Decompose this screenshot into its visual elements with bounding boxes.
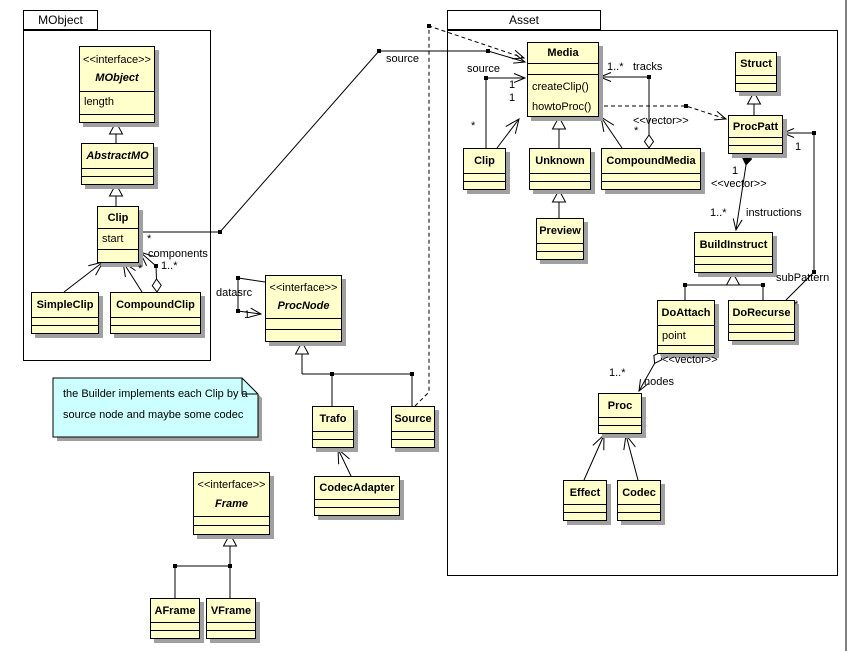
class-attributes-compartment [111, 317, 200, 325]
class-title [658, 301, 714, 325]
edge-label: 1 [509, 92, 516, 104]
arrowhead-triangle [296, 342, 309, 354]
class-name: Clip [107, 211, 129, 224]
edge-label: source [467, 63, 501, 75]
class-name: ProcPatt [732, 120, 779, 133]
class-title [266, 276, 341, 318]
class-name: SimpleClip [36, 299, 94, 311]
edge-label: 1 [509, 79, 516, 91]
edge-junction-dot [761, 283, 765, 287]
note-line: source node and maybe some codec [63, 409, 244, 421]
edge-label: * [138, 263, 143, 275]
edge-junction-dot [812, 131, 816, 135]
edge-gen-abstractmo-mobject[interactable] [110, 122, 123, 143]
class-title [315, 477, 399, 499]
edge-gen-clipasset-media[interactable] [497, 119, 519, 148]
class-title [537, 219, 583, 243]
arrowhead-triangle [727, 273, 740, 285]
edge-junction-dot [484, 76, 488, 80]
class-title [729, 301, 794, 324]
edge-gen-codecadapter-trafo[interactable] [338, 449, 351, 476]
class-title [618, 481, 660, 504]
note-line: the Builder implements each Clip by a [63, 388, 248, 400]
edge-label: * [471, 120, 476, 132]
class-methods-compartment [194, 525, 269, 534]
class-box-abstractmo[interactable] [81, 143, 154, 185]
class-attributes-compartment [266, 318, 341, 329]
arrowhead-triangle [553, 190, 566, 202]
class-box-compoundmedia[interactable] [601, 148, 701, 190]
class-attributes-compartment [207, 622, 255, 630]
class-box-clip-asset[interactable] [463, 148, 506, 190]
class-methods-compartment [602, 181, 700, 189]
class-methods-compartment [313, 439, 353, 447]
class-attributes-compartment [313, 431, 353, 439]
edge-label: 1..* [607, 61, 624, 73]
class-methods-compartment [618, 512, 660, 520]
class-name: Media [547, 47, 579, 59]
class-box-buildinstruct[interactable] [694, 232, 773, 273]
class-attributes-compartment [82, 168, 153, 176]
edge-line [64, 262, 103, 292]
class-methods-compartment [98, 249, 138, 262]
class-title [599, 394, 641, 417]
class-box-proc[interactable] [598, 393, 642, 434]
edge-gen-unknown-media[interactable] [553, 117, 566, 148]
edge-junction-dot [427, 24, 431, 28]
class-methods-compartment [80, 114, 154, 122]
class-box-dorecurse[interactable] [728, 300, 795, 341]
edge-label: datasrc [216, 287, 253, 299]
edge-label: subPattern [776, 272, 830, 284]
class-attributes-compartment [729, 324, 794, 332]
class-methods-compartment [207, 630, 255, 638]
class-title [111, 293, 200, 317]
aggregation-diamond [645, 135, 654, 148]
class-methods-compartment [151, 630, 199, 638]
class-attributes-compartment [537, 243, 583, 251]
class-box-unknown[interactable] [529, 148, 591, 190]
class-attributes-compartment [464, 173, 505, 181]
class-box-codecadapter[interactable] [314, 476, 400, 516]
class-name: Source [394, 413, 432, 425]
class-attributes-compartment [602, 173, 700, 181]
edge-gen-compoundmedia-media[interactable] [601, 117, 622, 148]
class-box-effect[interactable] [563, 480, 607, 521]
class-title [32, 293, 98, 317]
class-title [602, 149, 700, 173]
edge-junction-dot [218, 230, 222, 234]
class-name: DoAttach [661, 307, 711, 319]
edge-label: * [634, 125, 639, 137]
class-name: BuildInstruct [699, 238, 768, 251]
class-box-clip-mobject[interactable] [97, 206, 139, 263]
class-name: MObject [95, 72, 139, 85]
class-name: Codec [622, 486, 656, 499]
class-stereotype: <<interface>> [197, 479, 266, 492]
class-box-procpatt[interactable] [728, 115, 783, 154]
edge-label: <<vector>> [662, 354, 718, 366]
class-name: AFrame [154, 604, 196, 617]
class-attributes-compartment [151, 622, 199, 630]
edge-junction-dot [486, 49, 490, 53]
class-stereotype: <<interface>> [269, 282, 338, 294]
class-box-struct[interactable] [735, 52, 777, 92]
class-title [82, 144, 153, 168]
class-attributes-compartment [618, 504, 660, 512]
class-title [151, 599, 199, 622]
edge-label: <<vector>> [711, 178, 767, 190]
class-name: CompoundClip [116, 299, 195, 311]
class-name: CompoundMedia [606, 155, 696, 167]
class-box-mobject-interface[interactable] [79, 46, 155, 123]
edge-line [338, 449, 351, 476]
edge-junction-dot [236, 309, 240, 313]
class-name: ProcNode [277, 300, 330, 312]
class-attributes-compartment [695, 256, 772, 264]
edge-line [584, 435, 604, 480]
class-attribute: start [102, 233, 124, 245]
class-box-procnode-interface[interactable] [265, 275, 342, 342]
class-methods-compartment [315, 507, 399, 515]
class-title [530, 149, 590, 173]
class-attributes-compartment [80, 91, 154, 114]
edge-label: 1..* [609, 367, 626, 379]
class-methods-compartment [82, 176, 153, 184]
class-attributes-compartment [736, 75, 776, 83]
class-title [464, 149, 505, 173]
class-attributes-compartment [729, 137, 782, 145]
edge-junction-dot [154, 264, 158, 268]
arrowhead-triangle [553, 117, 566, 129]
class-name: VFrame [210, 604, 252, 617]
class-box-vframe[interactable] [206, 598, 256, 639]
class-attributes-compartment [530, 173, 590, 181]
class-title [80, 47, 154, 91]
package-name: Asset [508, 13, 539, 27]
arrowhead-triangle [110, 184, 123, 196]
arrowhead-triangle [110, 122, 123, 134]
edge-junction-dot [173, 564, 177, 568]
edge-gen-simpleclip-clip[interactable] [64, 262, 103, 292]
class-method: createClip() [532, 81, 589, 93]
class-methods-compartment [729, 332, 794, 340]
class-title [736, 53, 776, 75]
class-box-doattach[interactable] [657, 300, 715, 354]
class-name: Effect [569, 486, 601, 499]
edge-aggr-compoundmedia-tracks-media[interactable] [600, 73, 654, 149]
class-box-media[interactable] [527, 42, 599, 117]
class-methods-compartment [564, 512, 606, 520]
class-stereotype: <<interface>> [83, 53, 151, 66]
class-methods-compartment [528, 74, 598, 116]
edge-label: * [147, 233, 152, 245]
edge-junction-dot [684, 104, 688, 108]
class-title [528, 43, 598, 63]
class-name: Trafo [319, 413, 347, 425]
class-methods-compartment [464, 181, 505, 189]
class-box-trafo[interactable] [312, 406, 354, 448]
class-box-codec[interactable] [617, 480, 661, 521]
class-box-simpleclip[interactable] [31, 292, 99, 334]
class-box-source[interactable] [391, 406, 435, 448]
arrowhead-triangle [748, 92, 761, 104]
class-attribute: point [662, 330, 686, 342]
class-box-preview[interactable] [536, 218, 584, 260]
edge-label: * [794, 299, 799, 311]
edge-label: 1 [244, 309, 251, 321]
edge-junction-dot [647, 75, 651, 79]
class-name: Frame [214, 497, 249, 510]
class-name: Clip [474, 155, 495, 167]
class-title [695, 233, 772, 256]
class-methods-compartment [729, 145, 782, 153]
edge-label: <<vector>> [633, 115, 689, 127]
edge-label: 1 [732, 165, 739, 177]
class-name: AbstractMO [86, 150, 149, 162]
arrowhead-triangle [224, 534, 237, 546]
class-methods-compartment [695, 264, 772, 272]
edge-junction-dot [228, 564, 232, 568]
edge-line [415, 26, 524, 406]
edge-gen-clip-abstractmo[interactable] [110, 184, 123, 206]
class-methods-compartment [111, 325, 200, 333]
edge-gen-preview-unknown[interactable] [553, 190, 566, 218]
edge-gen-frame-stem[interactable] [224, 534, 237, 566]
class-attributes-compartment [564, 504, 606, 512]
edge-label: source [386, 53, 420, 65]
edge-label: 1..* [161, 260, 178, 272]
edge-line [626, 435, 638, 480]
edge-gen-procnode-stem[interactable] [296, 342, 309, 374]
aggregation-diamond [152, 279, 161, 292]
edge-gen-procpatt-struct[interactable] [748, 92, 761, 115]
class-attributes-compartment [98, 228, 138, 249]
class-title [207, 599, 255, 622]
class-methods-compartment [658, 345, 714, 353]
class-name: Proc [607, 399, 633, 412]
edge-label: tracks [633, 61, 663, 73]
class-attributes-compartment [392, 431, 434, 439]
class-box-frame-interface[interactable] [193, 472, 270, 535]
edge-junction-dot [683, 283, 687, 287]
edge-junction-dot [236, 276, 240, 280]
class-methods-compartment [530, 181, 590, 189]
edge-gen-effect-proc[interactable] [584, 435, 604, 480]
edge-junction-dot [330, 372, 334, 376]
class-methods-compartment [537, 251, 583, 259]
class-box-aframe[interactable] [150, 598, 200, 639]
class-name: DoRecurse [732, 306, 791, 319]
edge-label: components [148, 248, 208, 260]
class-attributes-compartment [315, 499, 399, 507]
class-title [392, 407, 434, 431]
edge-gen-buildinstruct-stem[interactable] [727, 273, 740, 285]
edge-line [137, 51, 525, 232]
class-name: Unknown [535, 155, 585, 167]
class-attributes-compartment [599, 417, 641, 425]
note-text [63, 384, 248, 426]
class-attributes-compartment [194, 516, 269, 525]
class-title [98, 207, 138, 228]
edge-label: 1..* [710, 207, 727, 219]
package-name: MObject [38, 13, 83, 27]
class-title [313, 407, 353, 431]
class-title [564, 481, 606, 504]
class-attributes-compartment [528, 63, 598, 74]
edge-dep-source-media[interactable] [415, 26, 524, 406]
edge-assoc-clip-source-media[interactable] [137, 51, 525, 232]
class-methods-compartment [599, 425, 641, 433]
class-methods-compartment [736, 83, 776, 91]
class-attribute: length [84, 96, 114, 108]
edge-junction-dot [410, 372, 414, 376]
class-name: Preview [539, 225, 581, 237]
class-box-compoundclip[interactable] [110, 292, 201, 334]
class-title [194, 473, 269, 516]
class-method: howtoProc() [532, 101, 592, 113]
class-methods-compartment [32, 325, 98, 333]
class-name: Struct [740, 58, 772, 70]
class-methods-compartment [266, 329, 341, 341]
edge-junction-dot [377, 49, 381, 53]
class-title [729, 116, 782, 137]
class-attributes-compartment [658, 325, 714, 345]
class-methods-compartment [392, 439, 434, 447]
edge-line [601, 117, 622, 148]
edge-label: nodes [644, 376, 674, 388]
class-name: CodecAdapter [319, 482, 395, 494]
edge-gen-codec-proc[interactable] [624, 435, 638, 480]
edge-label: instructions [746, 207, 802, 219]
edge-label: 1 [795, 141, 802, 153]
class-attributes-compartment [32, 317, 98, 325]
